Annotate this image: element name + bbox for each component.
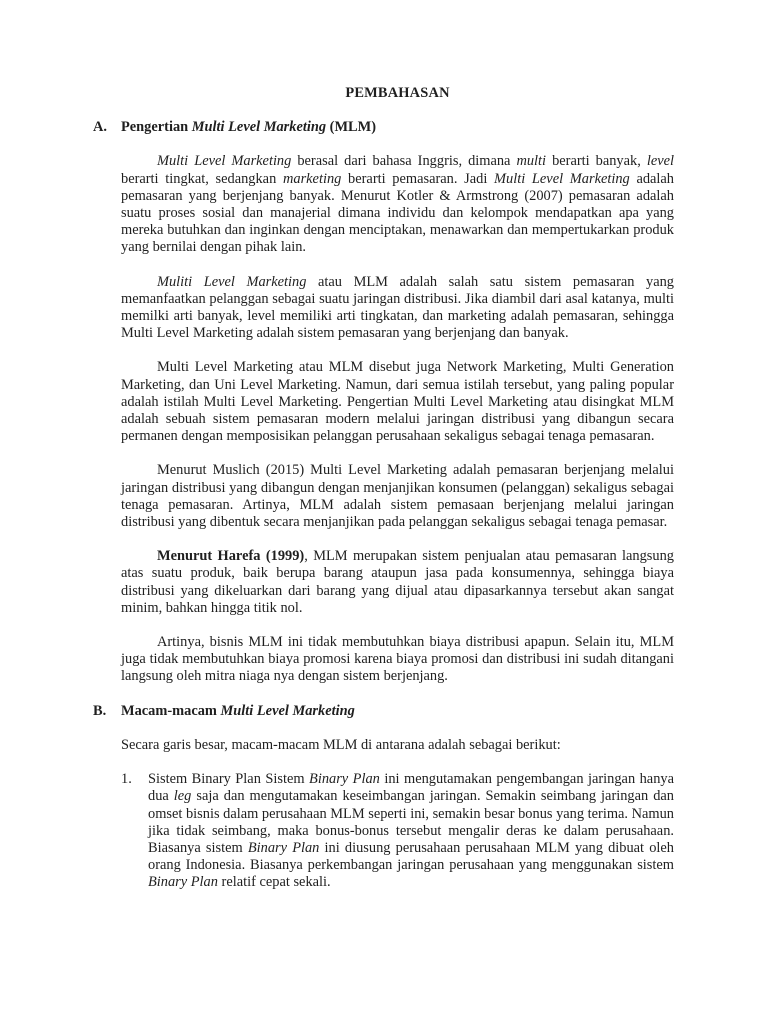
p1-text-2: berasal dari bahasa Inggris, dimana <box>291 153 517 170</box>
p1-term-5: level <box>646 153 674 170</box>
item1-term-4: leg <box>173 788 192 805</box>
section-a-heading-prefix: Pengertian <box>121 119 192 136</box>
paragraph-2 <box>121 274 674 343</box>
section-b-heading <box>93 702 674 720</box>
section-b-intro: Secara garis besar, macam-macam MLM di antarana adalah sebagai berikut: <box>121 736 561 753</box>
paragraph-4: Menurut Muslich (2015) Multi Level Marketing adalah pemasaran berjenjang melalui jaringan distribusi yang dibangun dengan menjanjikan konsumen (pelanggan) sekaligus sebagai tenaga pemasaran. Artinya, MLM adalah sistem pemasaan berjenjang melalui jaringan distribusi yang dibentuk secara menjanjikan pada pelanggan sekaligus sebagai tenaga pemasar. <box>121 462 674 531</box>
section-b-number: B. <box>93 702 107 719</box>
p1-text-8: berarti pemasaran. Jadi <box>341 170 495 187</box>
p1-term-1: Multi Level Marketing <box>157 153 292 170</box>
section-b-heading-prefix: Macam-macam <box>121 702 221 719</box>
p1-term-7: marketing <box>282 170 342 187</box>
paragraph-3: Multi Level Marketing atau MLM disebut juga Network Marketing, Multi Generation Marketing, dan Uni Level Marketing. Namun, dari semua istilah tersebut, yang paling popular adalah istilah Multi Level Marketing. Pengertian Multi Level Marketing atau disingkat MLM adalah sebuah sistem pemasaran modern melalui jaringan distribusi yang dibangun secara permanen dengan memposisikan pelanggan perusahaan sekaligus sebagai tenaga pemasaran. <box>121 359 674 445</box>
section-a-heading-italic: Multi Level Marketing <box>191 119 327 136</box>
p1-text-10: adalah pemasaran yang berjenjang banyak. Menurut Kotler & Armstrong (2007) pemasaran adalah suatu proses sosial dan manajerial dimana individu dan kelompok mendapatkan apa yang mereka butuhkan dan inginkan dengan menciptakan, menawarkan dan mempertukarkan produk yang bernilai dengan pihak lain. <box>121 170 674 256</box>
item1-text-9: relatif cepat sekali. <box>217 874 331 891</box>
paragraph-5 <box>121 548 674 617</box>
p1-term-9: Multi Level Marketing <box>494 170 630 187</box>
paragraph-6: Artinya, bisnis MLM ini tidak membutuhkan biaya distribusi apapun. Selain itu, MLM juga tidak membutuhkan biaya promosi karena biaya promosi dan distribusi ini sudah ditangani langsung oleh mitra niaga nya dengan sistem berjenjang. <box>121 634 674 685</box>
list-item-1-number: 1. <box>121 771 132 788</box>
page-title: PEMBAHASAN <box>345 85 450 101</box>
section-b-heading-italic: Multi Level Marketing <box>220 702 355 719</box>
item1-text-1: Sistem Binary Plan Sistem <box>148 771 310 788</box>
item1-text-7: ini diusung perusahaan perusahaan MLM yang dibuat oleh orang Indonesia. Biasanya perkembangan jaringan perusahaan yang menggunakan sistem <box>148 839 674 874</box>
p2-text-2: atau MLM adalah salah satu sistem pemasaran yang memanfaatkan pelanggan sebagai suatu jaringan distribusi. Jika diambil dari asal katanya, multi memilki arti banyak, level memiliki arti tingkatan, dan marketing adalah pemasaran, sehingga Multi Level Marketing adalah sistem pemasaran yang berjenjang dan banyak. <box>121 273 674 342</box>
section-a-heading <box>93 119 674 136</box>
item1-text-5: saja dan mengutamakan keseimbangan jaringan. Semakin seimbang jaringan dan omset bisnis dalam perusahaan MLM seperti ini, semakin besar bonus yang terima. Namun jika tidak seimbang, maka bonus-bonus tersebut mengalir deras ke dalam perusahaan. Biasanya sistem <box>148 788 674 856</box>
p5-text-rest: , MLM merupakan sistem penjualan atau pemasaran langsung atas suatu produk, baik berupa barang ataupun jasa pada konsumennya, sehingga biaya distribusi yang dikeluarkan dari barang yang dijual atau dipasarkannya tersebut akan sangat minim, bahkan hingga titik nol. <box>121 548 674 616</box>
item1-term-2: Binary Plan <box>309 771 380 788</box>
section-a-heading-suffix: (MLM) <box>326 119 377 136</box>
item1-term-6: Binary Plan <box>247 839 320 856</box>
paragraph-1 <box>121 153 674 256</box>
p5-bold-citation: Menurut Harefa (1999) <box>157 548 305 565</box>
item1-term-8: Binary Plan <box>148 874 218 891</box>
item1-text-3: ini mengutamakan pengembangan jaringan hanya dua <box>148 771 674 805</box>
p2-term-1: Muliti Level Marketing <box>157 273 307 290</box>
list-item-1 <box>121 771 674 891</box>
p1-text-4: berarti banyak, <box>546 153 647 170</box>
p1-term-3: multi <box>516 153 547 170</box>
p1-text-6: berarti tingkat, sedangkan <box>121 170 283 187</box>
section-a-number: A. <box>93 119 107 136</box>
